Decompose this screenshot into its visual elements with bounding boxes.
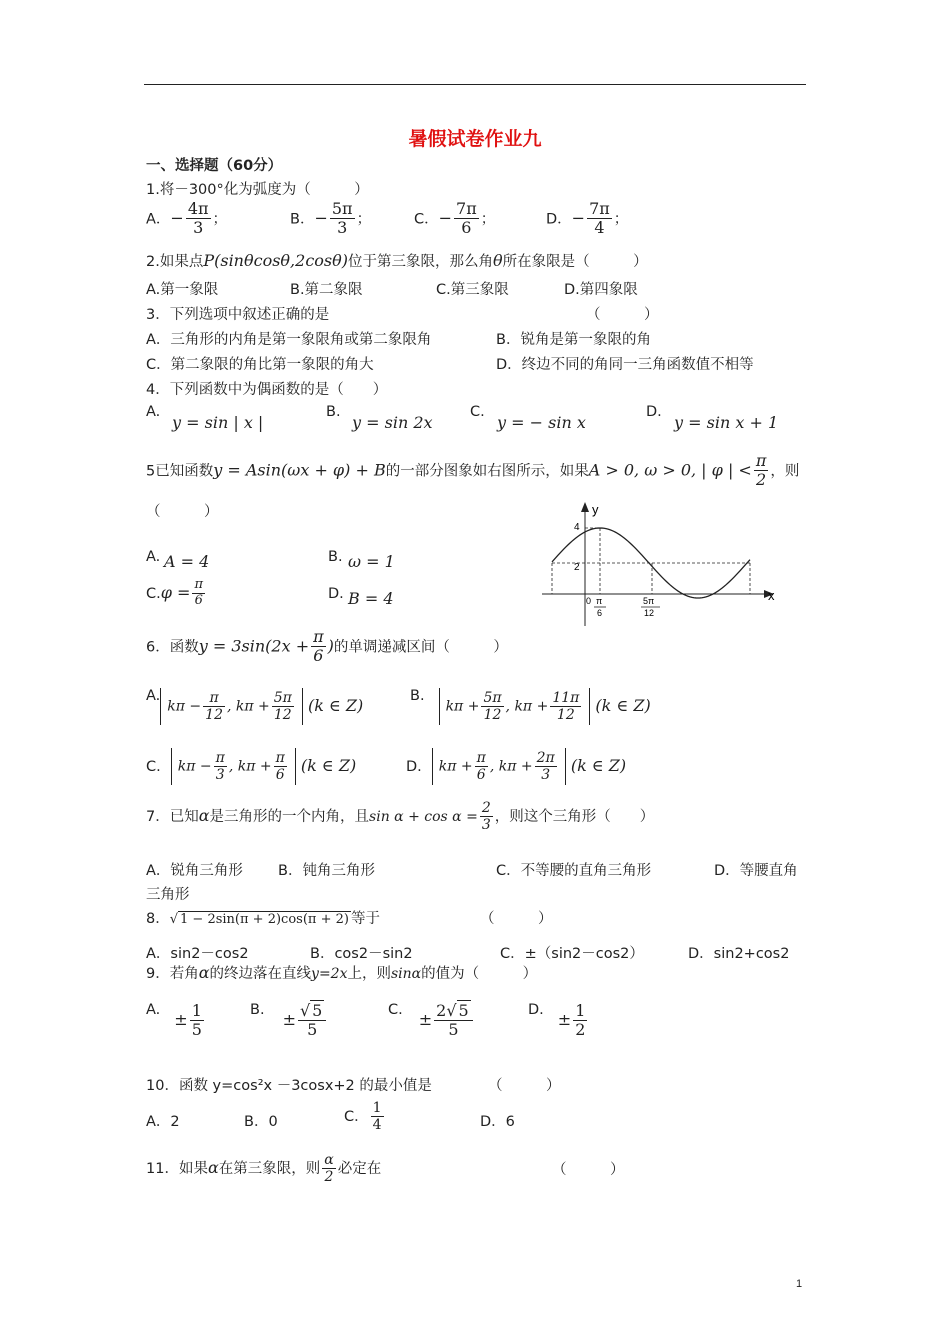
q5-option-d-label: D. — [328, 586, 344, 602]
q8-option-d: D．sin2+cos2 — [688, 946, 790, 962]
q6-option-d: D. kπ + $\frac{\pi}{6}$ , kπ + $\frac{2\pi}{3}$ (k ∈ Z) — [406, 748, 626, 785]
q2-option-d: D.第四象限 — [564, 282, 638, 298]
q4-option-d-label: D. — [646, 404, 662, 420]
y-axis-label: y — [592, 502, 599, 517]
q6-option-c: C. kπ − $\frac{\pi}{3}$ , kπ + $\frac{\pi}{6}$ (k ∈ Z) — [146, 748, 356, 785]
q1-option-d: D．− $\frac{7\pi}{4}$ ； — [546, 199, 629, 238]
q8-option-c: C．±（sin2－cos2） — [500, 946, 644, 962]
q8-stem: 8．√ 1 − 2sin(π + 2)cos(π + 2) 等于 — [146, 911, 380, 927]
q10-stem: 10．函数 y=cos²x －3cosx+2 的最小值是 — [146, 1078, 432, 1094]
header-rule — [144, 84, 806, 85]
q2-option-b: B.第二象限 — [290, 282, 363, 298]
q5-stem: 5已知函数y = Asin(ωx + φ) + B的一部分图象如右图所示，如果A > 0, ω > 0, | φ | < $\frac{\pi}{2}$ ，则 — [146, 451, 800, 490]
q10-option-d: D．6 — [480, 1114, 515, 1130]
q9-stem: 9．若角α的终边落在直线y=2x上，则sinα的值为（ ） — [146, 963, 538, 982]
q4-option-c: y = − sin x — [497, 413, 586, 432]
q3-option-d: D．终边不同的角同一三角函数值不相等 — [496, 357, 754, 373]
tick-4: 4 — [574, 522, 580, 533]
q9-option-d: D.± $\frac{1}{2}$ — [528, 1001, 586, 1040]
q5-option-b: ω = 1 — [348, 552, 395, 571]
q5-option-a: A = 4 — [164, 552, 210, 571]
y-axis-arrow — [581, 502, 589, 512]
q11-stem: 11．如果α在第三象限，则 $\frac{\alpha}{2}$ 必定在 — [146, 1152, 382, 1186]
q3-option-b: B．锐角是第一象限的角 — [496, 332, 651, 348]
q8-paren: （ ） — [480, 911, 553, 927]
q9-option-a: A.± $\frac{1}{5}$ — [146, 1001, 202, 1040]
q4-option-b: y = sin 2x — [352, 413, 433, 432]
x-axis-label: x — [768, 588, 775, 603]
x2-num: 5π — [643, 596, 655, 606]
q2-stem: 2.如果点P(sinθcosθ,2cosθ)位于第三象限，那么角θ所在象限是（ ） — [146, 251, 648, 270]
q8-option-b: B．cos2－sin2 — [310, 946, 413, 962]
q6-option-a: A.kπ − $\frac{\pi}{12}$ , kπ + $\frac{5\pi}{12}$ (k ∈ Z) — [146, 688, 363, 725]
q5-option-d: B = 4 — [348, 589, 394, 608]
q4-option-a-label: A. — [146, 404, 161, 420]
section-heading: 一、选择题（60分） — [146, 158, 283, 174]
q9-option-b: B.± $\frac{√ 5}{5}$ — [250, 1002, 328, 1040]
q6-stem: 6．函数y = 3sin(2x + $\frac{\pi}{6}$ )的单调递减区间（ ） — [146, 627, 508, 666]
document-title: 暑假试卷作业九 — [408, 128, 542, 150]
q3-option-a: A．三角形的内角是第一象限角或第二象限角 — [146, 332, 432, 348]
q4-option-b-label: B. — [326, 404, 341, 420]
q3-stem: 3．下列选项中叙述正确的是 — [146, 307, 330, 323]
q10-option-a: A．2 — [146, 1114, 180, 1130]
q10-option-c: C． $\frac{1}{4}$ — [344, 1100, 382, 1134]
q1-option-c: C．− $\frac{7\pi}{6}$ ； — [414, 199, 496, 238]
q7-option-c: C．不等腰的直角三角形 — [496, 863, 652, 879]
q5-option-b-label: B. — [328, 549, 343, 565]
q4-option-d: y = sin x + 1 — [674, 413, 779, 432]
q2-option-c: C.第三象限 — [436, 282, 509, 298]
q5-option-c: C.φ = $\frac{\pi}{6}$ — [146, 577, 203, 608]
q7-option-a: A．锐角三角形 — [146, 863, 243, 879]
q1-option-b: B．− $\frac{5\pi}{3}$ ； — [290, 199, 372, 238]
q3-paren: （ ） — [586, 307, 659, 323]
q4-option-c-label: C. — [470, 404, 485, 420]
q7-stem: 7．已知α是三角形的一个内角，且sin α + cos α = $\frac{2}{3}$ ，则这个三角形（ ） — [146, 800, 655, 834]
q7-option-b: B．钝角三角形 — [278, 863, 375, 879]
q5-sine-graph — [530, 496, 790, 630]
origin-label: 0 — [586, 596, 592, 606]
sine-curve — [552, 528, 750, 598]
q9-option-c: C.± $\frac{2√ 5}{5}$ — [388, 1002, 475, 1040]
q11-paren: （ ） — [552, 1162, 625, 1178]
q8-option-a: A．sin2－cos2 — [146, 946, 249, 962]
q10-paren: （ ） — [488, 1078, 561, 1094]
q10-option-b: B．0 — [244, 1114, 278, 1130]
q4-option-a: y = sin | x | — [172, 413, 264, 432]
q6-option-b: B.kπ + $\frac{5\pi}{12}$ , kπ + $\frac{11\pi}{12}$ (k ∈ Z) — [410, 688, 651, 725]
q5-paren: （ ） — [146, 504, 219, 520]
q7-option-d: D．等腰直角 — [714, 863, 798, 879]
q1-stem: 1.将－300°化为弧度为（ ） — [146, 182, 369, 198]
q2-option-a: A.第一象限 — [146, 282, 219, 298]
tick-2: 2 — [574, 562, 580, 573]
q5-option-a-label: A. — [146, 549, 161, 565]
q4-stem: 4．下列函数中为偶函数的是（ ） — [146, 382, 388, 398]
x2-den: 12 — [644, 608, 655, 618]
x1-num: π — [596, 596, 603, 606]
q1-option-a: A．− $\frac{4\pi}{3}$ ； — [146, 199, 228, 238]
page-number: 1 — [796, 1278, 803, 1290]
x1-den: 6 — [597, 608, 603, 618]
q7-option-d-continued: 三角形 — [146, 887, 190, 903]
q3-option-c: C．第二象限的角比第一象限的角大 — [146, 357, 374, 373]
